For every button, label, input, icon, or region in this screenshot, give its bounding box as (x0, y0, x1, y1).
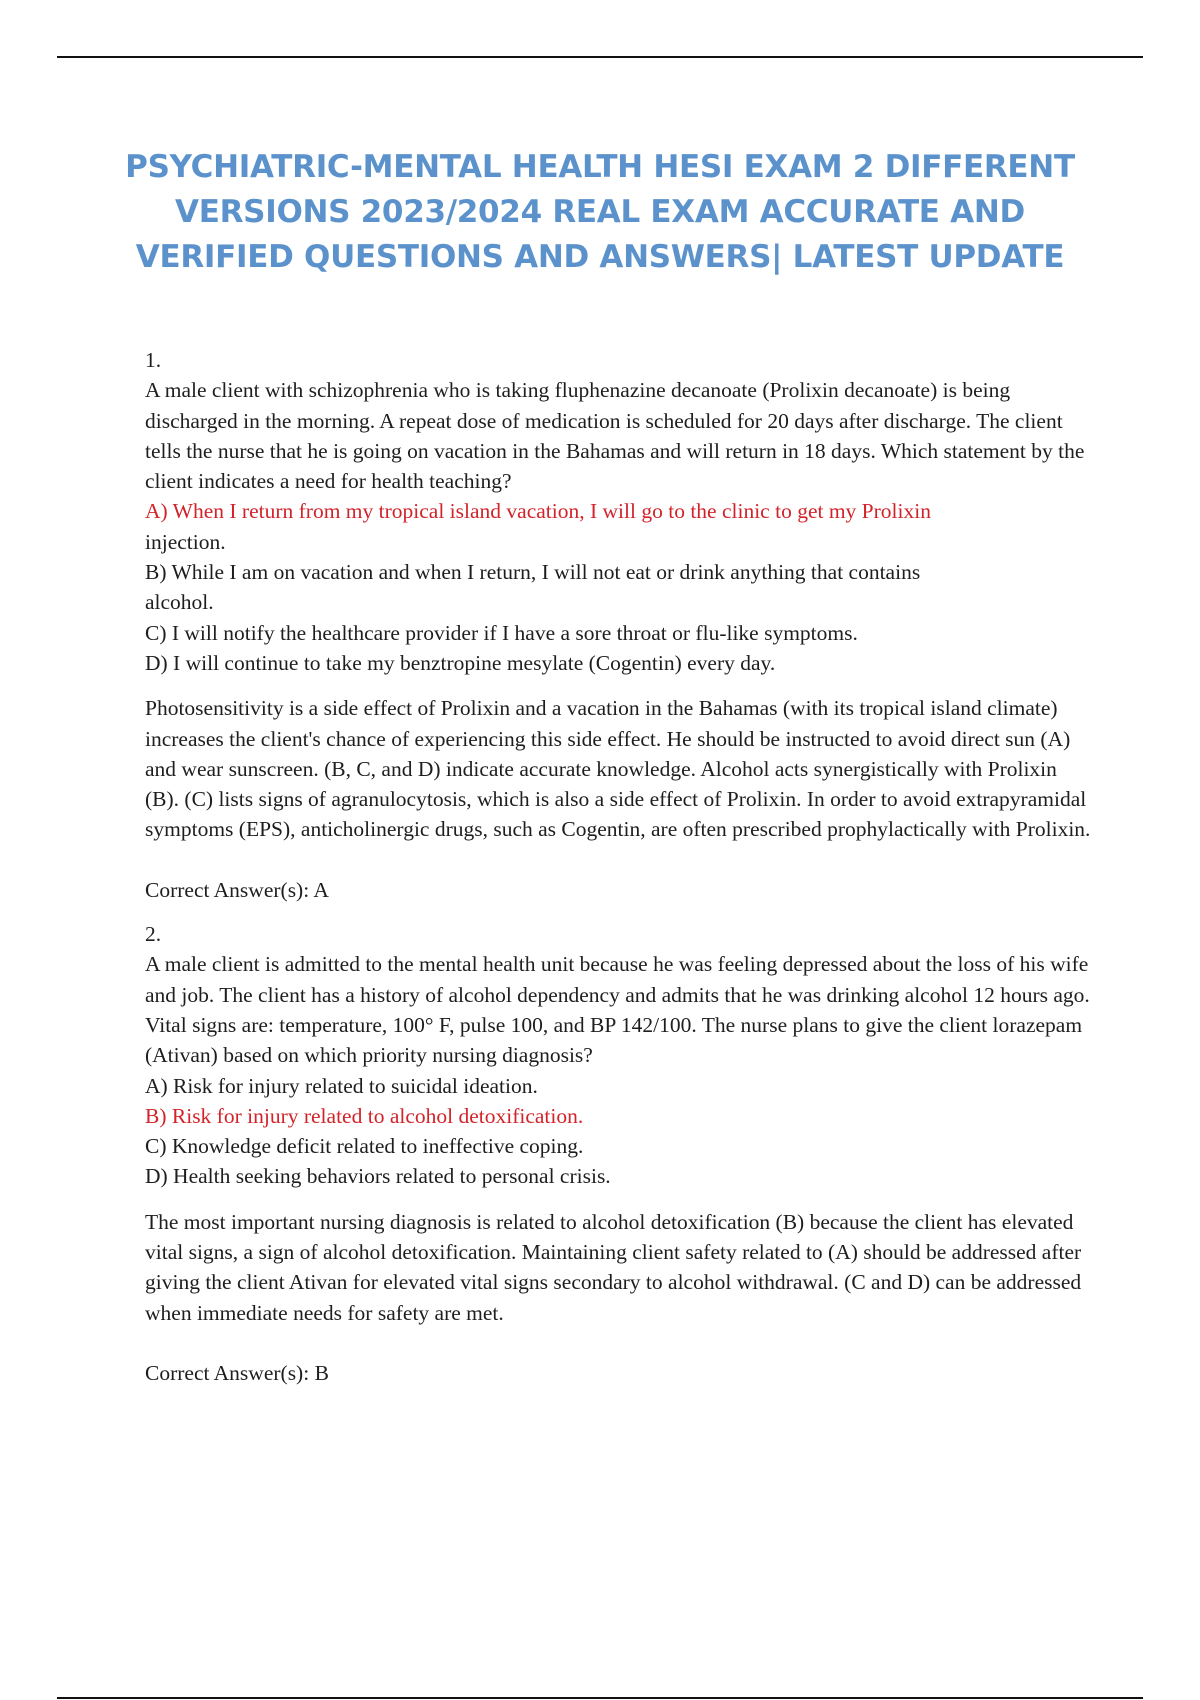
option-a-correct: A) When I return from my tropical island vacation, I will go to the clinic to get my Prolixin (145, 499, 931, 524)
question-1 (145, 345, 1095, 905)
option-c: C) Knowledge deficit related to ineffective coping. (145, 1134, 584, 1159)
bottom-rule (57, 1697, 1143, 1699)
correct-answer: Correct Answer(s): A (145, 877, 329, 902)
question-stem: A male client with schizophrenia who is taking fluphenazine decanoate (Prolixin decanoate) is being discharged in the morning. A repeat dose of medication is scheduled for 20 days after discharge. The client tells the nurse that he is going on vacation in the Bahamas and will return in 18 days. Which statement by the client indicates a need for health teaching? (145, 378, 1085, 494)
rationale: The most important nursing diagnosis is related to alcohol detoxification (B) because the client has elevated vital signs, a sign of alcohol detoxification. Maintaining client safety related to (A) should be addressed after giving the client Ativan for elevated vital signs secondary to alcohol withdrawal. (C and D) can be addressed when immediate needs for safety are met. (145, 1209, 1082, 1325)
option-a: A) Risk for injury related to suicidal ideation. (145, 1073, 538, 1098)
option-b-continuation: alcohol. (145, 590, 214, 615)
option-b-correct: B) Risk for injury related to alcohol detoxification. (145, 1103, 584, 1128)
question-2 (145, 919, 1095, 1388)
question-number: 1. (145, 348, 162, 372)
option-d: D) I will continue to take my benztropine mesylate (Cogentin) every day. (145, 650, 776, 675)
option-d: D) Health seeking behaviors related to personal crisis. (145, 1164, 611, 1189)
top-rule (57, 56, 1143, 58)
document-title: PSYCHIATRIC-MENTAL HEALTH HESI EXAM 2 DIFFERENT VERSIONS 2023/2024 REAL EXAM ACCURATE AND VERIFIED QUESTIONS AND ANSWERS| LATEST UPDATE (125, 149, 1075, 275)
correct-answer: Correct Answer(s): B (145, 1360, 329, 1385)
document-body (145, 345, 1095, 1402)
option-b: B) While I am on vacation and when I return, I will not eat or drink anything that contains (145, 560, 921, 585)
question-stem: A male client is admitted to the mental health unit because he was feeling depressed about the loss of his wife and job. The client has a history of alcohol dependency and admits that he was drinking alcohol 12 hours ago. Vital signs are: temperature, 100° F, pulse 100, and BP 142/100. The nurse plans to give the client lorazepam (Ativan) based on which priority nursing diagnosis? (145, 952, 1090, 1068)
option-a-continuation: injection. (145, 529, 226, 554)
option-c: C) I will notify the healthcare provider if I have a sore throat or flu-like symptoms. (145, 620, 858, 645)
question-number: 2. (145, 922, 162, 947)
rationale: Photosensitivity is a side effect of Prolixin and a vacation in the Bahamas (with its tropical island climate) increases the client's chance of experiencing this side effect. He should be instructed to avoid direct sun (A) and wear sunscreen. (B, C, and D) indicate accurate knowledge. Alcohol acts synergistically with Prolixin (B). (C) lists signs of agranulocytosis, which is also a side effect of Prolixin. In order to avoid extrapyramidal symptoms (EPS), anticholinergic drugs, such as Cogentin, are often prescribed prophylactically with Prolixin. (145, 696, 1091, 842)
